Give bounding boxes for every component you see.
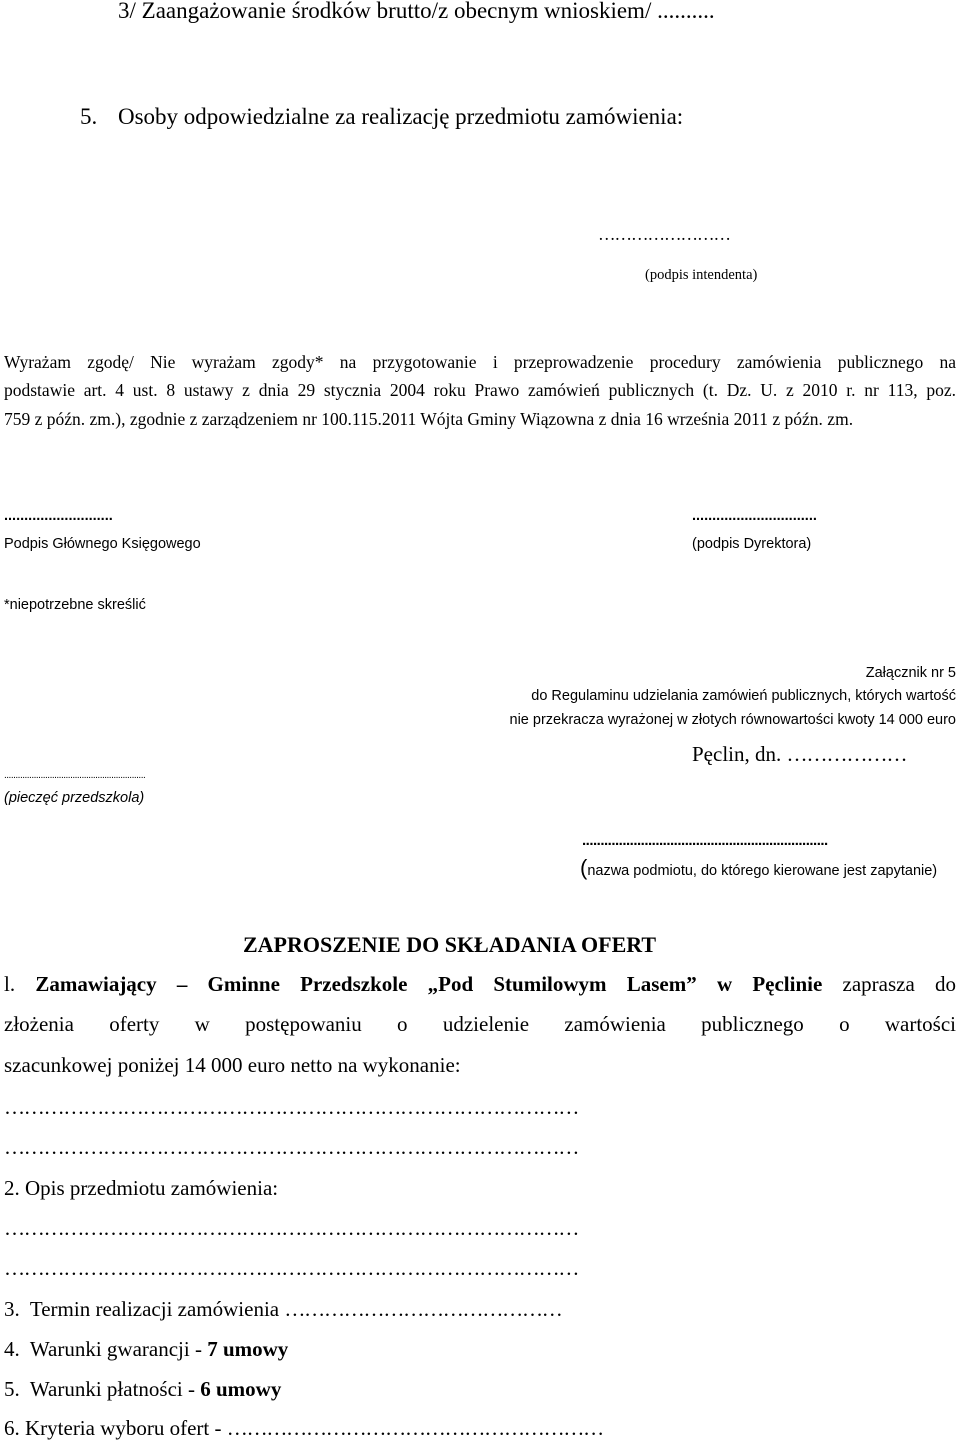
director-caption: (podpis Dyrektora) [692,536,812,552]
item-3-dots: …………………………………… [284,1297,562,1321]
item-4-text: Warunki gwarancji - [29,1337,202,1361]
annex-line-3: nie przekracza wyrażonej w złotych równowartości kwoty 14 000 euro [509,712,956,728]
consent-line-1: Wyrażam zgodę/ Nie wyrażam zgody* na przygotowanie i przeprowadzenie procedury zamówienia publicznego na [4,352,956,372]
item-3-number: 3. [4,1297,20,1321]
item-3-deadline [4,1297,562,1322]
invitation-invites: zaprasza do [842,972,956,996]
chief-accountant-dots: ........................... [4,508,113,524]
consent-line-2: podstawie art. 4 ust. 8 ustawy z dnia 29 stycznia 2004 roku Prawo zamówień publicznych (t. Dz. U. z 2010 r. nr 113, poz. [4,380,956,400]
invitation-paragraph-line-2: złożenia oferty w postępowaniu o udzielenie zamówienia publicznego o wartości [4,1012,956,1036]
recipient-dots: ................................................................... [582,832,828,849]
item-4-number: 4. [4,1337,20,1361]
execution-dots-2: …………………………………………………………………………… [4,1135,579,1159]
annex-number: Załącznik nr 5 [865,665,956,681]
place-date-label: Pęclin, dn. [692,742,782,766]
intendent-signature-dots: …………………… [598,224,730,244]
item-5-number: 5. [80,104,98,129]
item-5-payment [4,1377,281,1402]
invitation-number: l. [4,972,16,996]
recipient-caption-text: nazwa podmiotu, do którego kierowane jest zapytanie) [587,863,938,879]
item-5b-value: 6 umowy [200,1377,282,1401]
director-dots: ............................... [692,508,817,524]
contracting-authority: Zamawiający – Gminne Przedszkole „Pod Stumilowym Lasem” w Pęclinie [35,972,823,996]
item-4-value: 7 umowy [207,1337,289,1361]
recipient-caption [580,855,937,881]
intendent-caption: (podpis intendenta) [645,267,758,283]
item-4-warranty [4,1337,288,1362]
invitation-paragraph-line-3: szacunkowej poniżej 14 000 euro netto na wykonanie: [4,1053,461,1077]
invitation-title: ZAPROSZENIE DO SKŁADANIA OFERT [243,932,657,957]
place-date [692,742,907,767]
execution-dots-1: …………………………………………………………………………… [4,1095,579,1119]
item-5-text: Osoby odpowiedzialne za realizację przedmiotu zamówienia: [118,104,684,129]
place-date-dots: ……………… [786,742,907,766]
annex-line-2: do Regulaminu udzielania zamówień publicznych, których wartość [531,688,956,704]
stamp-caption: (pieczęć przedszkola) [4,790,145,806]
consent-line-3: 759 z późn. zm.), zgodnie z zarządzeniem nr 100.115.2011 Wójta Gminy Wiązowna z dnia 16 września 2011 z późn. zm. [4,409,854,429]
item-2-description: 2. Opis przedmiotu zamówienia: [4,1176,279,1200]
item-5b-number: 5. [4,1377,20,1401]
description-dots-1: …………………………………………………………………………… [4,1216,579,1240]
item-6-criteria [4,1416,603,1441]
recipient-paren: ( [580,855,588,880]
description-dots-2: …………………………………………………………………………… [4,1256,579,1280]
item-5b-text: Warunki płatności - [29,1377,195,1401]
invitation-paragraph-line-1 [4,972,956,997]
footnote: *niepotrzebne skreślić [4,597,146,613]
item-6-dots: ………………………………………………… [226,1416,603,1440]
item-6-text: 6. Kryteria wyboru ofert - [4,1416,222,1440]
zaangazowanie-line: 3/ Zaangażowanie środków brutto/z obecnym wnioskiem/ .......... [118,0,715,23]
stamp-dots: .............................................................. [4,770,146,781]
item-3-text: Termin realizacji zamówienia [29,1297,280,1321]
chief-accountant-caption: Podpis Głównego Księgowego [4,536,201,552]
